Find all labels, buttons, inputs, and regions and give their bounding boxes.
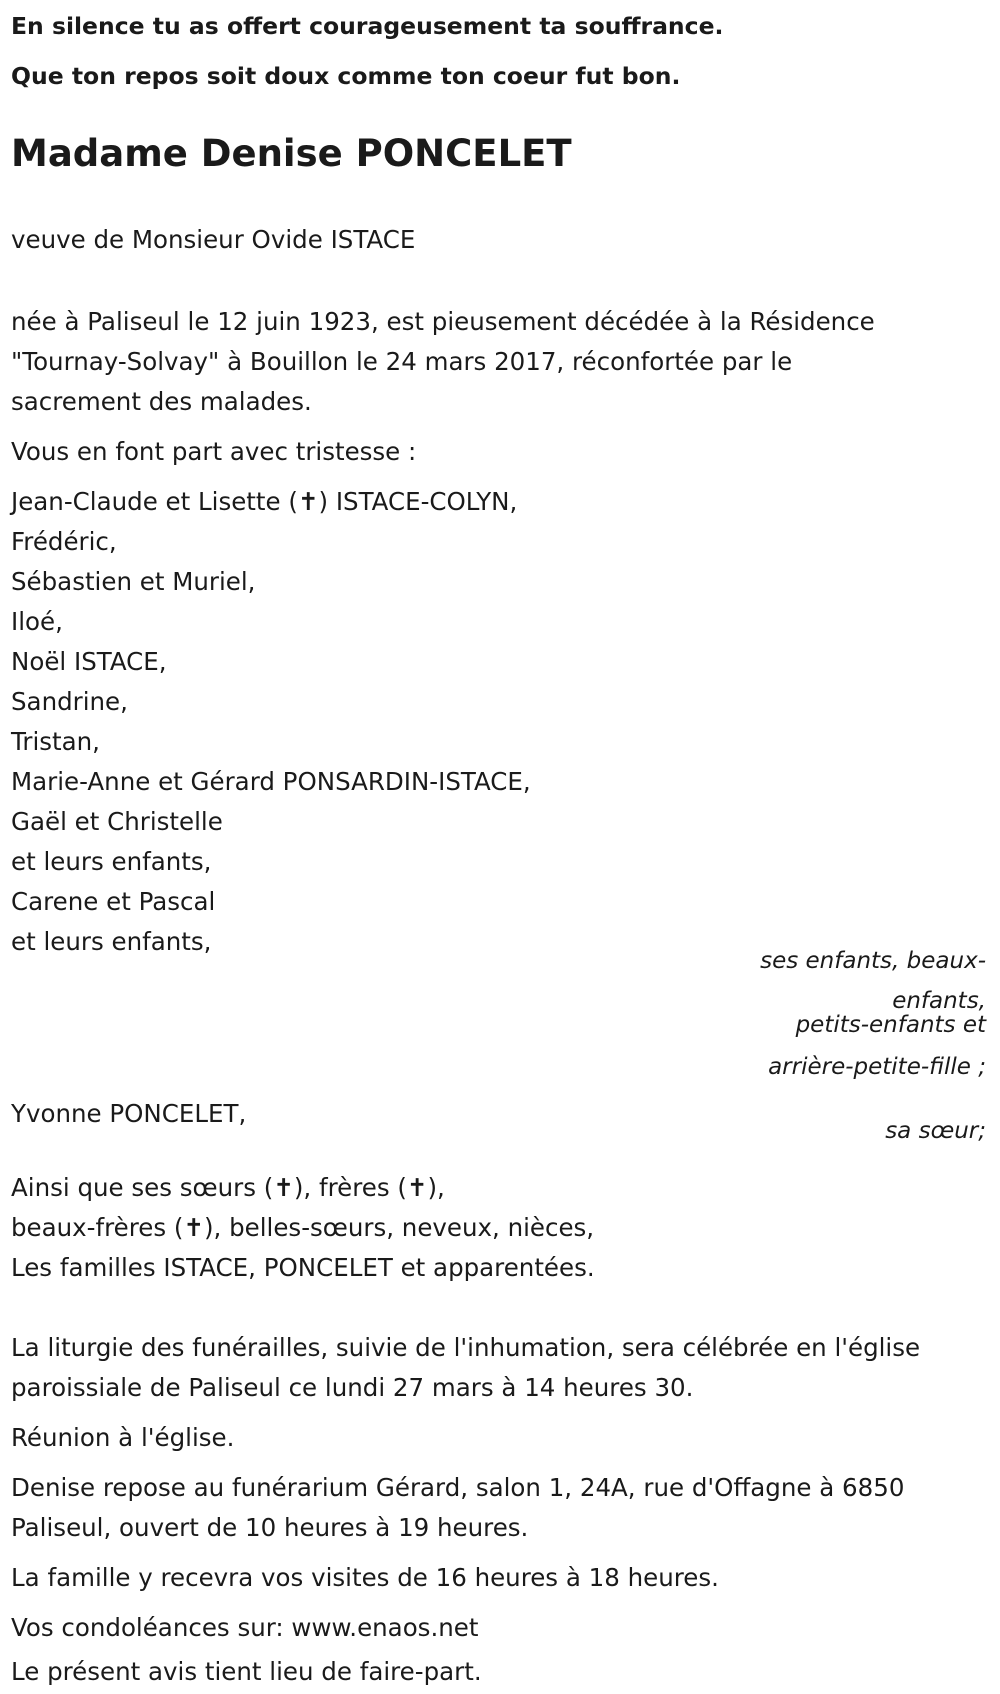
visits-line: La famille y recevra vos visites de 16 heures à 18 heures.: [11, 1563, 719, 1592]
epigraph-line-2: Que ton repos soit doux comme ton coeur fut bon.: [11, 62, 681, 90]
family-member: Jean-Claude et Lisette (✝) ISTACE-COLYN,: [11, 487, 518, 516]
others-line: Les familles ISTACE, PONCELET et apparentées.: [11, 1253, 595, 1282]
family-member: Frédéric,: [11, 527, 117, 556]
family-member: Carene et Pascal: [11, 887, 216, 916]
sister-role: sa sœur;: [885, 1118, 986, 1144]
widow-of-line: veuve de Monsieur Ovide ISTACE: [11, 225, 416, 254]
intro-line: Vous en font part avec tristesse :: [11, 437, 417, 466]
funeral-line-1: La liturgie des funérailles, suivie de l'inhumation, sera célébrée en l'église: [11, 1333, 921, 1362]
family-member: Marie-Anne et Gérard PONSARDIN-ISTACE,: [11, 767, 531, 796]
announcement-line-2: "Tournay-Solvay" à Bouillon le 24 mars 2017, réconfortée par le: [11, 347, 793, 376]
role-children-line-1: ses enfants, beaux-: [760, 948, 986, 974]
family-member: Sandrine,: [11, 687, 128, 716]
sister-name: Yvonne PONCELET,: [11, 1099, 247, 1128]
funeral-line-2: paroissiale de Paliseul ce lundi 27 mars à 14 heures 30.: [11, 1373, 694, 1402]
condolences-line: Vos condoléances sur: www.enaos.net: [11, 1613, 479, 1642]
others-line: Ainsi que ses sœurs (✝), frères (✝),: [11, 1173, 445, 1202]
funerarium-line-1: Denise repose au funérarium Gérard, salon 1, 24A, rue d'Offagne à 6850: [11, 1473, 905, 1502]
epigraph-line-1: En silence tu as offert courageusement ta souffrance.: [11, 12, 724, 40]
family-member: Noël ISTACE,: [11, 647, 167, 676]
family-member: Tristan,: [11, 727, 100, 756]
announcement-line-3: sacrement des malades.: [11, 387, 312, 416]
announcement-line-1: née à Paliseul le 12 juin 1923, est pieusement décédée à la Résidence: [11, 307, 875, 336]
others-line: beaux-frères (✝), belles-sœurs, neveux, nièces,: [11, 1213, 595, 1242]
role-children-line-2: enfants,: [892, 988, 986, 1014]
family-member: Sébastien et Muriel,: [11, 567, 256, 596]
family-member: et leurs enfants,: [11, 847, 212, 876]
family-member: Iloé,: [11, 607, 63, 636]
role-children-line-4: arrière-petite-fille ;: [768, 1054, 986, 1080]
role-children-line-3: petits-enfants et: [795, 1012, 986, 1038]
notice-line: Le présent avis tient lieu de faire-part.: [11, 1657, 482, 1686]
deceased-name: Madame Denise PONCELET: [11, 132, 572, 175]
family-member: Gaël et Christelle: [11, 807, 223, 836]
meeting-line: Réunion à l'église.: [11, 1423, 235, 1452]
funerarium-line-2: Paliseul, ouvert de 10 heures à 19 heures.: [11, 1513, 529, 1542]
family-member: et leurs enfants,: [11, 927, 212, 956]
